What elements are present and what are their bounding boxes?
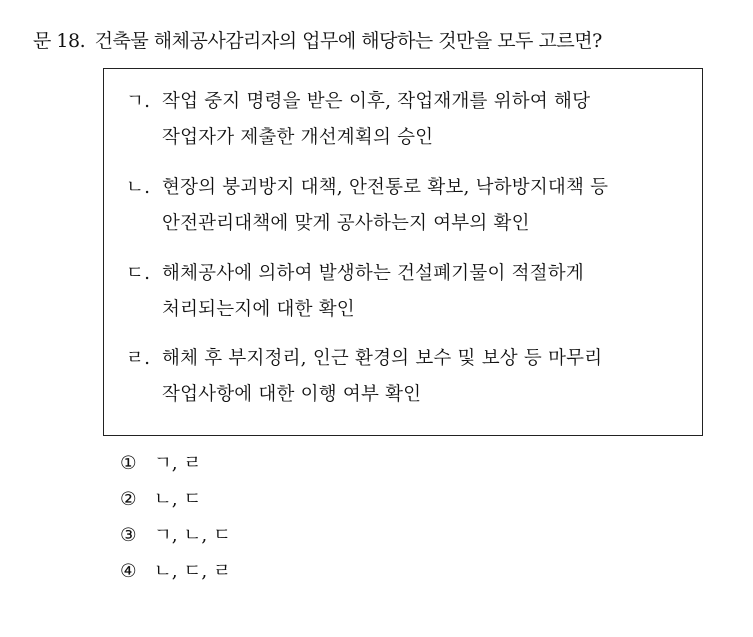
answer-choice[interactable] — [120, 522, 231, 558]
answer-choices — [120, 450, 231, 594]
choice-number: ① — [120, 453, 137, 474]
choice-text: ㄱ, ㄴ, ㄷ — [153, 525, 232, 546]
choice-number: ② — [120, 489, 137, 510]
statements-box — [103, 68, 703, 436]
answer-choice[interactable] — [120, 558, 231, 594]
statement-item — [126, 256, 686, 328]
statement-item — [126, 341, 686, 413]
answer-choice[interactable] — [120, 450, 231, 486]
choice-text: ㄴ, ㄷ, ㄹ — [153, 561, 232, 582]
statement-mark: ㄱ. — [126, 91, 151, 112]
choice-text: ㄱ, ㄹ — [153, 453, 202, 474]
choice-number: ④ — [120, 561, 137, 582]
choice-number: ③ — [120, 525, 137, 546]
statement-line: 작업자가 제출한 개선계획의 승인 — [162, 127, 434, 148]
statement-line: 해체공사에 의하여 발생하는 건설폐기물이 적절하게 — [162, 263, 584, 284]
statement-line: 작업사항에 대한 이행 여부 확인 — [162, 384, 422, 405]
statement-item — [126, 170, 686, 242]
statement-line: 현장의 붕괴방지 대책, 안전통로 확보, 낙하방지대책 등 — [162, 177, 609, 198]
statement-line: 작업 중지 명령을 받은 이후, 작업재개를 위하여 해당 — [162, 91, 591, 112]
statement-line: 안전관리대책에 맞게 공사하는지 여부의 확인 — [162, 213, 530, 234]
choice-text: ㄴ, ㄷ — [153, 489, 202, 510]
question-number: 문 18. — [33, 30, 86, 52]
statement-mark: ㄴ. — [126, 177, 151, 198]
statement-item — [126, 84, 686, 156]
question-text: 건축물 해체공사감리자의 업무에 해당하는 것만을 모두 고르면? — [94, 30, 602, 52]
statement-mark: ㄹ. — [126, 348, 151, 369]
statement-mark: ㄷ. — [126, 263, 151, 284]
answer-choice[interactable] — [120, 486, 231, 522]
statement-line: 해체 후 부지정리, 인근 환경의 보수 및 보상 등 마무리 — [162, 348, 603, 369]
question-stem — [33, 26, 602, 56]
statement-line: 처리되는지에 대한 확인 — [162, 299, 355, 320]
